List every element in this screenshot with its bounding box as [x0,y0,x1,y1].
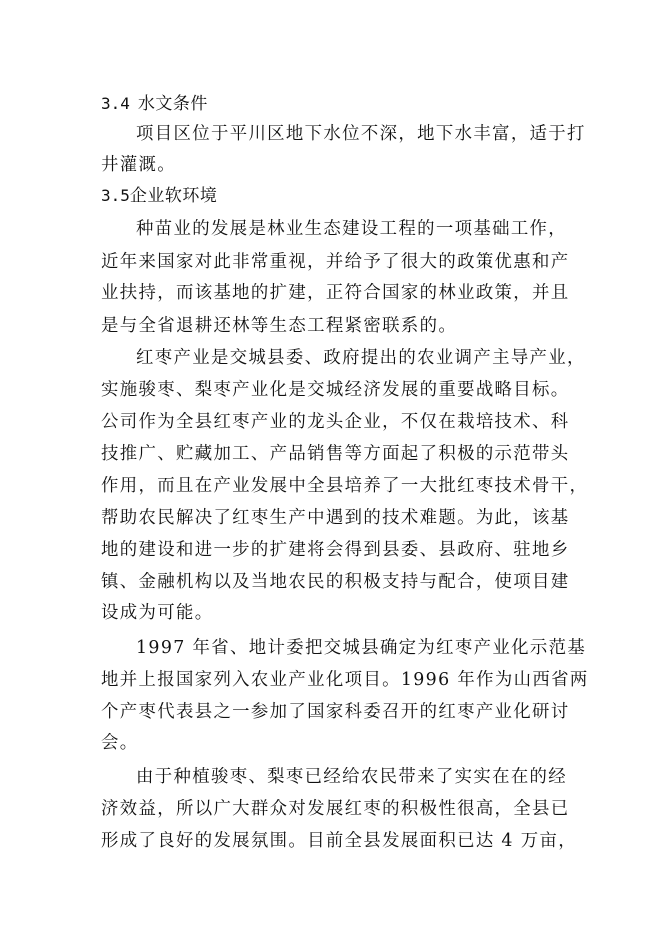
paragraph-line: 作用，而且在产业发展中全县培养了一大批红枣技术骨干， [101,476,589,496]
paragraph-line: 个产枣代表县之一参加了国家科委召开的红枣产业化研讨 [101,702,570,722]
paragraph-line: 业扶持，而该基地的扩建，正符合国家的林业政策，并且 [101,283,570,303]
section-title: 企业软环境 [129,186,218,206]
paragraph-line: 由于种植骏枣、梨枣已经给农民带来了实实在在的经 [136,767,568,787]
paragraph-line: 帮助农民解决了红枣生产中遇到的技术难题。为此，该基 [101,508,570,528]
section-heading-3-5 [101,186,217,206]
paragraph-line: 公司作为全县红枣产业的龙头企业，不仅在栽培技术、科 [101,412,570,432]
paragraph-line: 设成为可能。 [101,603,214,623]
paragraph-line: 项目区位于平川区地下水位不深，地下水丰富，适于打 [136,124,586,144]
paragraph-line: 红枣产业是交城县委、政府提出的农业调产主导产业， [136,348,586,368]
paragraph-line: 会。 [101,733,139,753]
paragraph-line: 井灌溉。 [101,155,176,175]
paragraph-line: 地并上报国家列入农业产业化项目。1996 年作为山西省两 [101,670,589,690]
paragraph-line: 形成了良好的发展氛围。目前全县发展面积已达 4 万亩， [101,831,577,851]
paragraph-line: 地的建设和进一步的扩建将会得到县委、县政府、驻地乡 [101,540,570,560]
paragraph-line: 镇、金融机构以及当地农民的积极支持与配合，使项目建 [101,572,570,592]
section-heading-3-4 [101,94,208,114]
paragraph-line: 种苗业的发展是林业生态建设工程的一项基础工作， [136,219,568,239]
paragraph-line: 实施骏枣、梨枣产业化是交城经济发展的重要战略目标。 [101,380,570,400]
section-number: 3.4 [101,94,130,113]
paragraph-line: 济效益，所以广大群众对发展红枣的积极性很高，全县已 [101,799,570,819]
section-number: 3.5 [101,186,130,205]
paragraph-line: 是与全省退耕还林等生态工程紧密联系的。 [101,316,458,336]
paragraph-line: 1997 年省、地计委把交城县确定为红枣产业化示范基 [136,638,587,658]
paragraph-line: 技推广、贮藏加工、产品销售等方面起了积极的示范带头 [101,444,570,464]
section-title: 水文条件 [137,94,208,114]
paragraph-line: 近年来国家对此非常重视，并给予了很大的政策优惠和产 [101,252,570,272]
